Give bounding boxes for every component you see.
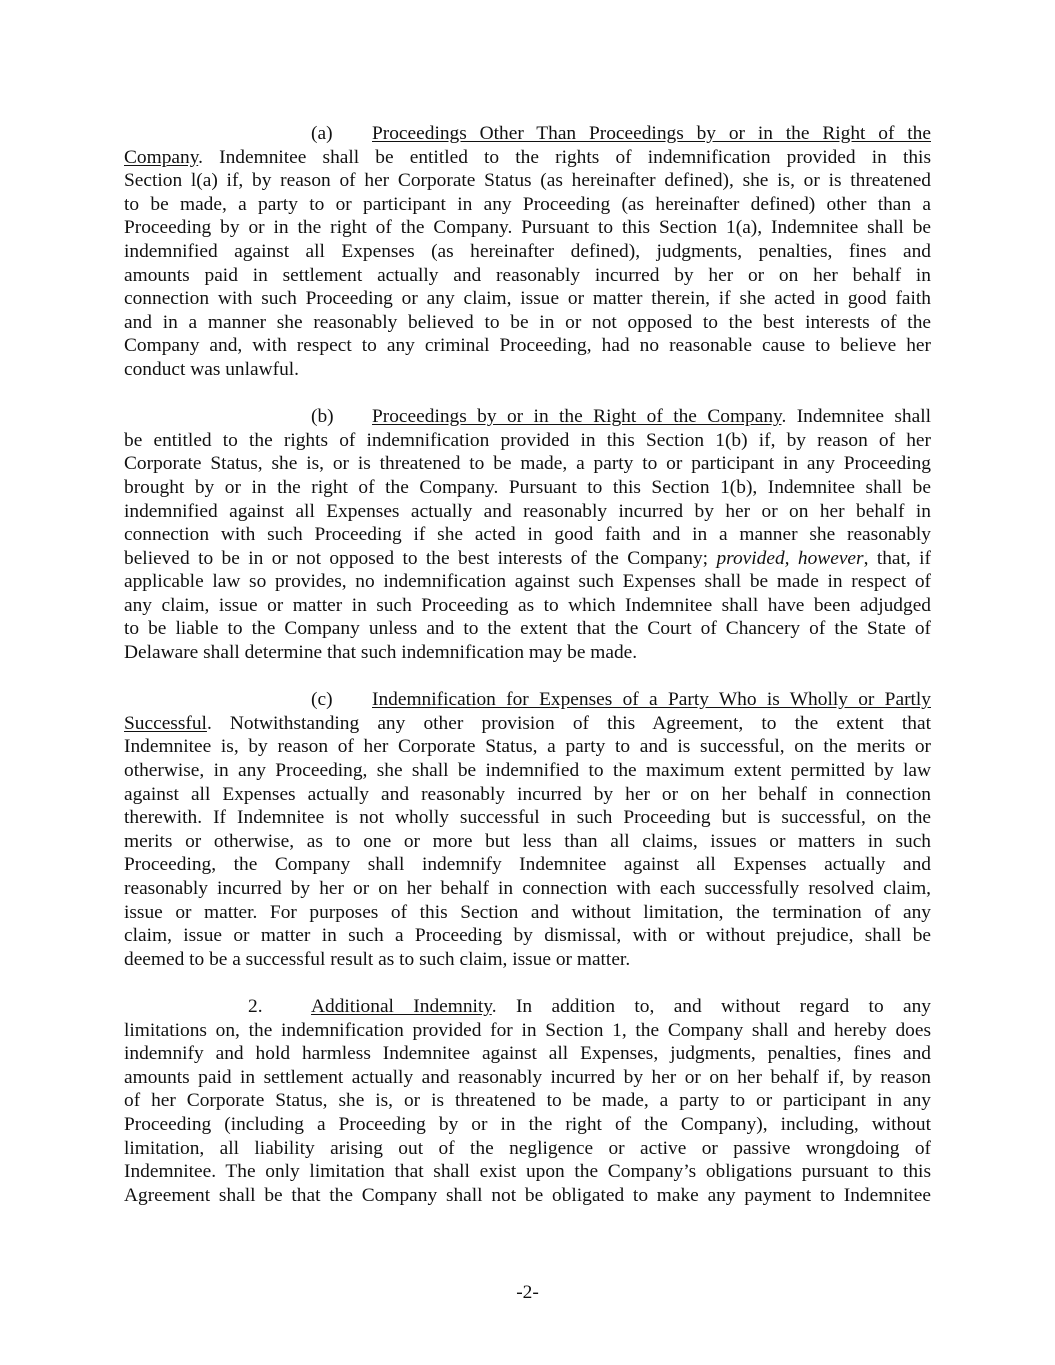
- text-line: [124, 688, 931, 712]
- text-line: [124, 358, 931, 382]
- line-text: therewith. If Indemnitee is not wholly successful in such Proceeding but is successful, on the: [124, 807, 931, 829]
- text-line: [124, 830, 931, 854]
- line-text: against all Expenses actually and reasonably incurred by her or on her behalf in connection: [124, 783, 931, 805]
- line-text: brought by or in the right of the Company. Pursuant to this Section 1(b), Indemnitee shall be: [124, 476, 931, 498]
- line-text: to be liable to the Company unless and to the extent that the Court of Chancery of the State of: [124, 618, 931, 640]
- line-text: Proceeding by or in the right of the Company. Pursuant to this Section 1(a), Indemnitee shall be: [124, 217, 931, 239]
- text-line: [124, 122, 931, 146]
- line-text: Agreement shall be that the Company shall not be obligated to make any payment to Indemnitee: [124, 1184, 931, 1206]
- line-text: to be made, a party to or participant in any Proceeding (as hereinafter defined) other than a: [124, 193, 931, 215]
- line-text: applicable law so provides, no indemnification against such Expenses shall be made in respect of: [124, 571, 931, 593]
- line-text: any claim, issue or matter in such Proceeding as to which Indemnitee shall have been adjudged: [124, 594, 931, 616]
- text-line: [124, 264, 931, 288]
- section-label: (a): [311, 123, 333, 144]
- text-line: [124, 1066, 931, 1090]
- paragraph-a: [124, 122, 931, 382]
- line-text: believed to be in or not opposed to the best interests of the Company;: [124, 547, 717, 569]
- text-line: [124, 641, 931, 665]
- line-text: issue or matter. For purposes of this Section and without limitation, the termination of any: [124, 901, 931, 923]
- line-text: . Notwithstanding any other provision of this Agreement, to the extent that: [206, 712, 931, 734]
- text-line: [124, 240, 931, 264]
- line-text: Indemnitee. The only limitation that shall exist upon the Company’s obligations pursuant to this: [124, 1161, 931, 1183]
- line-text: Delaware shall determine that such indemnification may be made.: [124, 642, 638, 664]
- line-text: , that, if: [863, 547, 931, 569]
- text-line: [124, 429, 931, 453]
- text-line: [124, 570, 931, 594]
- text-line: [124, 523, 931, 547]
- text-line: [124, 452, 931, 476]
- text-line: [124, 735, 931, 759]
- line-text: of her Corporate Status, she is, or is threatened to be made, a party to or participant in any: [124, 1090, 931, 1112]
- line-text: Company and, with respect to any criminal Proceeding, had no reasonable cause to believe her: [124, 335, 931, 357]
- line-text: conduct was unlawful.: [124, 358, 300, 380]
- line-text: Section l(a) if, by reason of her Corporate Status (as hereinafter defined), she is, or is threatened: [124, 170, 931, 192]
- line-text: Proceeding (including a Proceeding by or in the right of the Company), including, without: [124, 1113, 931, 1135]
- line-text: Proceeding, the Company shall indemnify Indemnitee against all Expenses actually and: [124, 854, 931, 876]
- text-line: [124, 1042, 931, 1066]
- text-line: [124, 216, 931, 240]
- line-text: connection with such Proceeding if she acted in good faith and in a manner she reasonably: [124, 524, 931, 546]
- text-line: [124, 759, 931, 783]
- text-line: [124, 547, 931, 571]
- text-line: [124, 334, 931, 358]
- text-line: [124, 311, 931, 335]
- text-line: [124, 901, 931, 925]
- text-line: [124, 948, 931, 972]
- line-text: amounts paid in settlement actually and reasonably incurred by her or on her behalf if, by reason: [124, 1066, 931, 1088]
- line-text: claim, issue or matter in such a Proceeding by dismissal, with or without prejudice, shall be: [124, 925, 931, 947]
- paragraph-2: [124, 995, 931, 1207]
- line-text: indemnify and hold harmless Indemnitee against all Expenses, judgments, penalties, fines and: [124, 1043, 931, 1065]
- section-heading: Successful: [124, 712, 207, 734]
- text-line: [124, 877, 931, 901]
- text-line: [124, 853, 931, 877]
- line-text: and in a manner she reasonably believed to be in or not opposed to the best interests of the: [124, 311, 931, 333]
- document-body: [124, 122, 931, 1231]
- line-text: indemnified against all Expenses (as hereinafter defined), judgments, penalties, fines and: [124, 240, 931, 262]
- paragraph-b: [124, 405, 931, 665]
- section-heading: Proceedings Other Than Proceedings by or in the Right of the: [372, 123, 931, 144]
- line-text: reasonably incurred by her or on her behalf in connection with each successfully resolved claim,: [124, 878, 931, 899]
- text-line: [124, 995, 931, 1019]
- line-text: amounts paid in settlement actually and reasonably incurred by her or on her behalf in: [124, 264, 931, 286]
- section-label: (c): [311, 689, 333, 711]
- text-line: [124, 1160, 931, 1184]
- line-text: merits or otherwise, as to one or more but less than all claims, issues or matters in such: [124, 830, 931, 852]
- text-line: [124, 169, 931, 193]
- text-line: [124, 1019, 931, 1043]
- text-line: [124, 806, 931, 830]
- section-heading: Additional Indemnity: [311, 995, 492, 1017]
- text-line: [124, 146, 931, 170]
- line-text: deemed to be a successful result as to such claim, issue or matter.: [124, 948, 631, 970]
- text-line: [124, 924, 931, 948]
- section-label: (b): [311, 406, 334, 428]
- italic-text: provided, however: [716, 547, 864, 569]
- text-line: [124, 287, 931, 311]
- line-text: limitations on, the indemnification provided for in Section 1, the Company shall and hereby does: [124, 1019, 931, 1041]
- line-text: be entitled to the rights of indemnification provided in this Section 1(b) if, by reason of her: [124, 429, 931, 451]
- line-text: Indemnitee is, by reason of her Corporate Status, a party to and is successful, on the merits or: [124, 736, 931, 758]
- line-text: . Indemnitee shall: [781, 406, 931, 428]
- section-heading: Proceedings by or in the Right of the Company: [372, 406, 782, 428]
- text-line: [124, 1137, 931, 1161]
- text-line: [124, 405, 931, 429]
- text-line: [124, 594, 931, 618]
- text-line: [124, 1089, 931, 1113]
- text-line: [124, 783, 931, 807]
- line-text: Corporate Status, she is, or is threatened to be made, a party to or participant in any Proceeding: [124, 453, 931, 475]
- section-heading: Indemnification for Expenses of a Party Who is Wholly or Partly: [372, 689, 931, 711]
- page-number: -2-: [516, 1282, 539, 1303]
- text-line: [124, 476, 931, 500]
- text-line: [124, 193, 931, 217]
- text-line: [124, 712, 931, 736]
- section-heading: Company: [124, 146, 199, 168]
- text-line: [124, 617, 931, 641]
- line-text: . Indemnitee shall be entitled to the rights of indemnification provided in this: [198, 146, 931, 168]
- line-text: indemnified against all Expenses actually and reasonably incurred by her or on her behalf in: [124, 500, 931, 522]
- section-label: 2.: [248, 995, 263, 1017]
- line-text: connection with such Proceeding or any claim, issue or matter therein, if she acted in good faith: [124, 288, 931, 310]
- text-line: [124, 1113, 931, 1137]
- line-text: limitation, all liability arising out of the negligence or active or passive wrongdoing of: [124, 1137, 931, 1159]
- text-line: [124, 500, 931, 524]
- line-text: otherwise, in any Proceeding, she shall be indemnified to the maximum extent permitted by law: [124, 760, 931, 782]
- text-line: [124, 1184, 931, 1208]
- paragraph-c: [124, 688, 931, 971]
- line-text: . In addition to, and without regard to any: [491, 995, 931, 1017]
